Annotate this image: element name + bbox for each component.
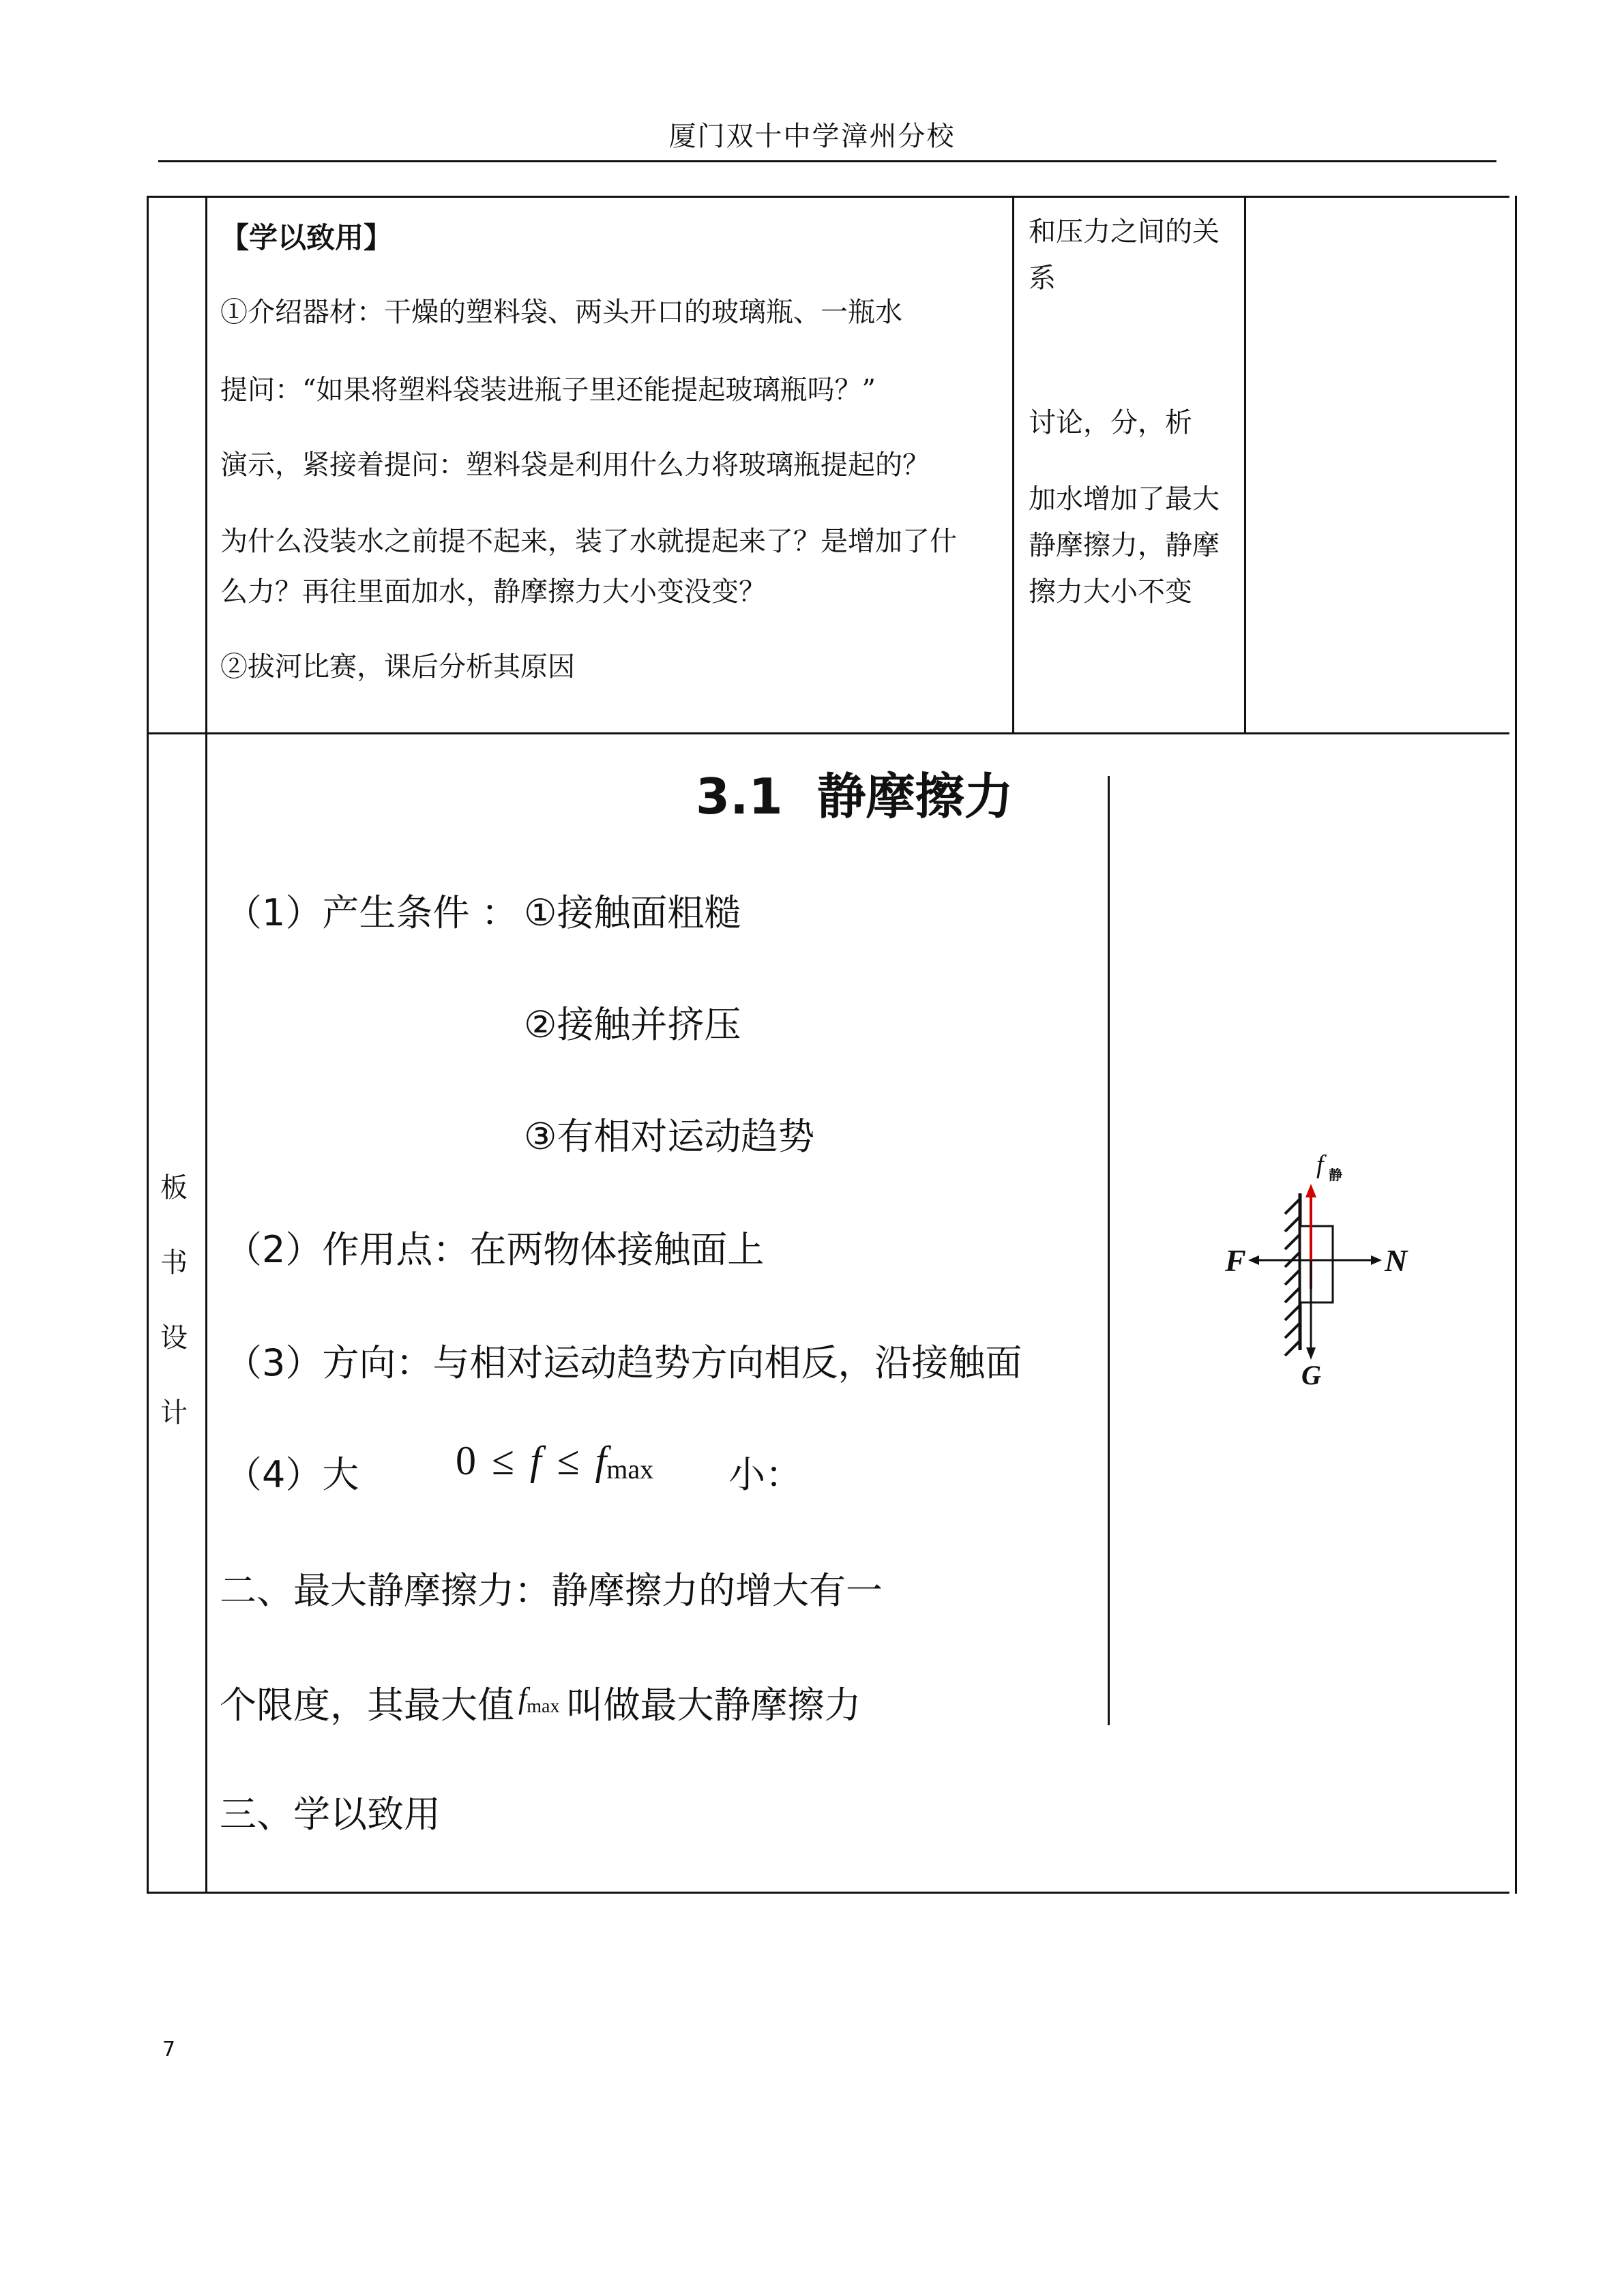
page-number: 7 bbox=[162, 2038, 176, 2061]
row1-item-4: 为什么没装水之前提不起来，装了水就提起来了？是增加了什 bbox=[220, 526, 957, 557]
school-header: 厦门双十中学漳州分校 bbox=[668, 121, 956, 152]
max-static-line-2a: 个限度，其最大值 bbox=[220, 1684, 514, 1727]
formula-le-1: ≤ bbox=[492, 1438, 514, 1483]
label-F: F bbox=[1225, 1243, 1246, 1278]
header-rule bbox=[158, 160, 1496, 162]
N-arrowhead bbox=[1371, 1255, 1382, 1265]
label-f-sub: 静 bbox=[1329, 1167, 1342, 1183]
max-static-line-2 bbox=[220, 1676, 861, 1729]
notes-line-4: 加水增加了最大 bbox=[1029, 483, 1220, 515]
apply-heading: 三、学以致用 bbox=[220, 1793, 441, 1836]
formula-fmax-sub: max bbox=[606, 1454, 654, 1485]
notes-line-3: 讨论，分，析 bbox=[1029, 407, 1192, 438]
formula-f: f bbox=[529, 1438, 542, 1483]
section-label-char-1: 板 bbox=[160, 1172, 188, 1204]
formula-le-2: ≤ bbox=[557, 1438, 580, 1483]
section-label-char-3: 设 bbox=[160, 1322, 188, 1354]
label-G: G bbox=[1301, 1360, 1321, 1390]
label-f: f bbox=[1316, 1150, 1324, 1179]
formula-fmax-f: f bbox=[595, 1438, 607, 1483]
force-diagram bbox=[1214, 1146, 1439, 1391]
wall-hatching bbox=[1285, 1199, 1300, 1356]
section-label-char-4: 计 bbox=[160, 1397, 188, 1429]
direction-line: （3）方向：与相对运动趋势方向相反，沿接触面 bbox=[225, 1341, 1022, 1384]
block bbox=[1300, 1226, 1333, 1302]
size-suffix: 小： bbox=[728, 1453, 802, 1496]
max-fmax-f: f bbox=[518, 1682, 527, 1715]
condition-2: ②接触并挤压 bbox=[524, 1003, 741, 1046]
force-diagram-svg bbox=[1214, 1146, 1439, 1391]
gravity-arrowhead bbox=[1306, 1347, 1316, 1360]
row1-item-6: ②拔河比赛，课后分析其原因 bbox=[220, 651, 575, 683]
point-of-action: （2）作用点：在两物体接触面上 bbox=[225, 1228, 765, 1271]
max-static-line-2b: 叫做最大静摩擦力 bbox=[566, 1684, 861, 1727]
friction-arrowhead bbox=[1305, 1184, 1316, 1197]
conditions-label: （1）产生条件 ： bbox=[225, 891, 518, 934]
size-formula bbox=[456, 1437, 653, 1485]
F-arrowhead bbox=[1248, 1255, 1259, 1265]
formula-zero: 0 bbox=[456, 1438, 476, 1483]
row1-heading: 【学以致用】 bbox=[220, 221, 393, 254]
notes-line-2: 系 bbox=[1029, 263, 1056, 294]
label-N: N bbox=[1385, 1243, 1408, 1278]
notes-line-5: 静摩擦力，静摩 bbox=[1029, 530, 1220, 561]
condition-3: ③有相对运动趋势 bbox=[524, 1115, 815, 1158]
notes-line-6: 擦力大小不变 bbox=[1029, 576, 1192, 608]
row1-item-1: ①介绍器材：干燥的塑料袋、两头开口的玻璃瓶、一瓶水 bbox=[220, 297, 902, 328]
condition-1: ①接触面粗糙 bbox=[524, 891, 741, 934]
section-label-char-2: 书 bbox=[160, 1247, 188, 1279]
max-fmax-sub: max bbox=[527, 1696, 560, 1717]
board-title: 3.1 静摩擦力 bbox=[696, 768, 1014, 825]
size-prefix: （4）大 bbox=[225, 1453, 359, 1496]
board-divider bbox=[1108, 776, 1110, 1725]
row1-item-5: 么力？再往里面加水，静摩擦力大小变没变？ bbox=[220, 576, 766, 608]
max-static-line-1: 二、最大静摩擦力：静摩擦力的增大有一 bbox=[220, 1569, 883, 1612]
row1-item-3: 演示，紧接着提问：塑料袋是利用什么力将玻璃瓶提起的？ bbox=[220, 449, 930, 481]
notes-line-1: 和压力之间的关 bbox=[1029, 216, 1220, 248]
row1-item-2: 提问：“如果将塑料袋装进瓶子里还能提起玻璃瓶吗？” bbox=[220, 374, 876, 406]
